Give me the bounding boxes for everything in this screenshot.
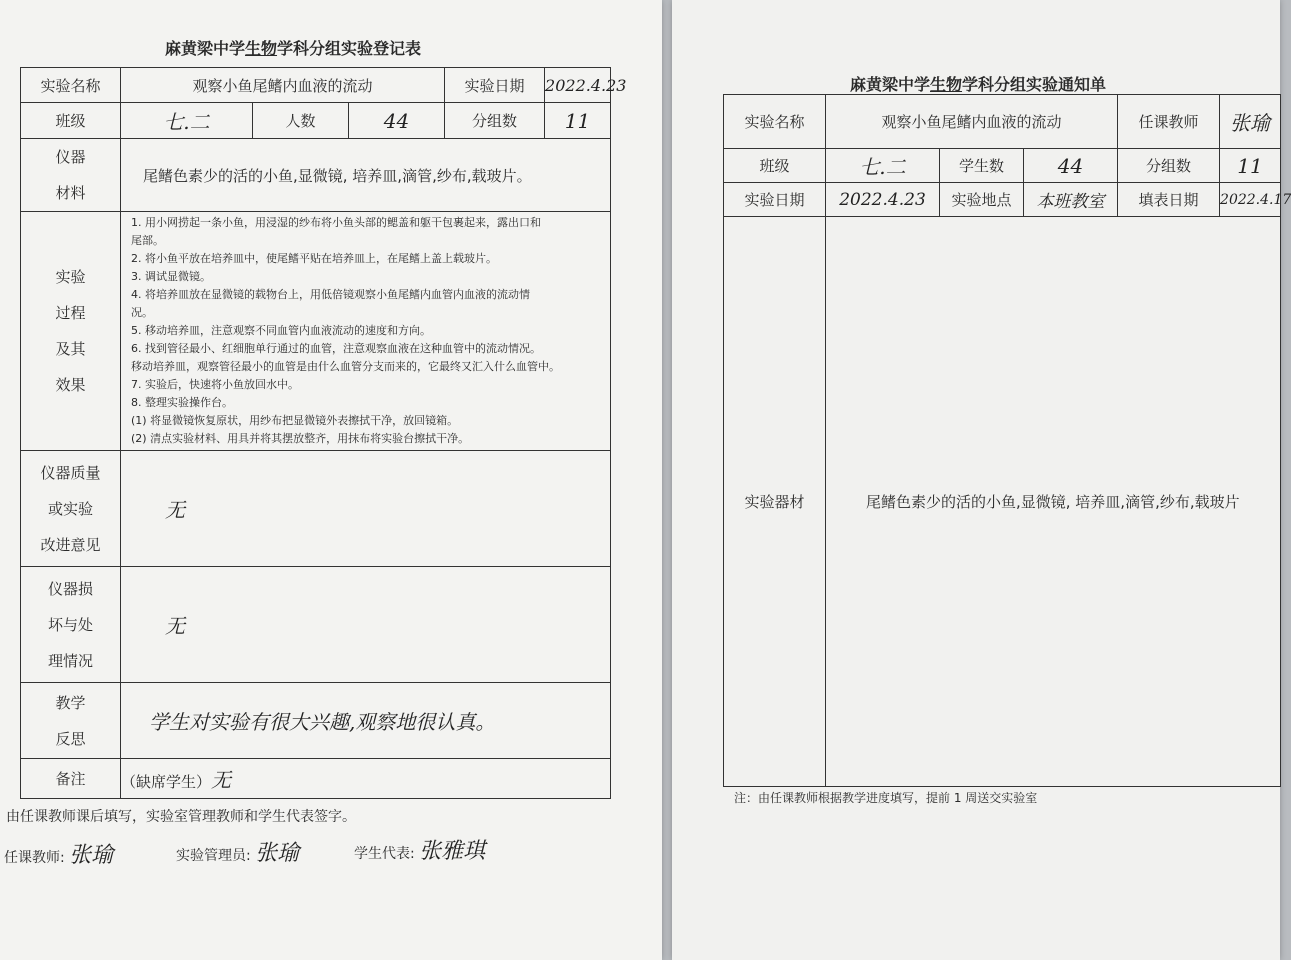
step-line: 尾部。 [131,234,164,247]
label-groups: 分组数 [445,103,545,139]
label-class: 班级 [724,149,826,183]
label-class: 班级 [21,103,121,139]
signature-teacher [4,838,113,869]
value-place: 本班教室 [1024,183,1118,217]
value-damage: 无 [121,567,611,683]
registration-table [20,67,627,799]
signature-student-name: 张雅琪 [419,839,486,864]
signature-admin [176,836,299,867]
step-line: 8. 整理实验操作台。 [131,396,233,409]
label-quality-2: 或实验 [47,499,93,518]
label-groups: 分组数 [1118,149,1220,183]
row-note [21,759,611,799]
row-date-place [724,183,1281,217]
value-students: 44 [1024,149,1118,183]
label-quality [21,451,121,567]
step-line: 6. 找到管径最小、红细胞单行通过的血管，注意观察血液在这种血管中的流动情况。 [131,342,541,355]
label-place: 实验地点 [940,183,1024,217]
notice-table [723,94,1291,787]
label-damage [21,567,121,683]
title-subject: 生物 [245,39,278,58]
label-reflection-1: 教学 [55,693,86,712]
step-line: 移动培养皿，观察管径最小的血管是由什么血管分支而来的，它最终又汇入什么血管中。 [131,360,560,373]
value-date: 2022.4.23 [826,183,940,217]
value-name: 观察小鱼尾鳍内血液的流动 [826,95,1118,149]
value-groups: 11 [1220,149,1281,183]
signature-teacher-label: 任课教师: [4,850,65,866]
label-count: 人数 [253,103,349,139]
label-damage-3: 理情况 [47,651,93,670]
label-process-2: 过程 [55,304,86,322]
signature-student-label: 学生代表: [354,846,415,862]
signature-admin-label: 实验管理员: [176,848,251,864]
row-name-date [21,68,611,103]
label-reflection-2: 反思 [55,729,86,748]
row-quality [21,451,611,567]
title-school: 麻黄梁中学 [165,39,246,58]
value-fill-date: 2022.4.17 [1220,183,1281,217]
value-reflection: 学生对实验有很大兴趣,观察地很认真。 [121,683,611,759]
step-line: (2) 清点实验材料、用具并将其摆放整齐，用抹布将实验台擦拭干净。 [131,432,470,445]
label-process-3: 及其 [55,340,86,358]
label-quality-3: 改进意见 [40,535,101,554]
signature-teacher-name: 张瑜 [69,843,114,868]
row-process [21,212,611,451]
note-absent-label: （缺席学生） [121,773,212,791]
label-note: 备注 [21,759,121,799]
label-damage-1: 仪器损 [47,579,93,598]
value-name: 观察小鱼尾鳍内血液的流动 [121,68,445,103]
label-equipment [21,139,121,212]
step-line: 2. 将小鱼平放在培养皿中，使尾鳍平贴在培养皿上，在尾鳍上盖上载玻片。 [131,252,497,265]
value-equipment: 尾鳍色素少的活的小鱼,显微镜, 培养皿,滴管,纱布,载玻片。 [121,139,611,212]
label-reflection [21,683,121,759]
row-equipment [21,139,611,212]
step-line: 1. 用小网捞起一条小鱼，用浸湿的纱布将小鱼头部的鳃盖和躯干包裹起来，露出口和 [131,216,541,229]
value-class: 七.二 [121,103,253,139]
footer-note: 由任课教师课后填写，实验室管理教师和学生代表签字。 [6,809,356,825]
label-date: 实验日期 [724,183,826,217]
label-students: 学生数 [940,149,1024,183]
title-school: 麻黄梁中学 [850,75,931,94]
label-name: 实验名称 [724,95,826,149]
title-subject: 生物 [930,75,963,94]
notice-sheet [672,0,1291,960]
note-absent-value: 无 [211,768,232,792]
registration-title [165,36,421,59]
row-equipment [724,217,1281,787]
label-damage-2: 坏与处 [47,615,93,634]
label-fill-date: 填表日期 [1118,183,1220,217]
step-line: 4. 将培养皿放在显微镜的载物台上，用低倍镜观察小鱼尾鳍内血管内血液的流动情 [131,288,530,301]
step-line: 况。 [131,306,153,319]
label-process-4: 效果 [55,376,86,394]
value-note [121,759,611,799]
label-teacher: 任课教师 [1118,95,1220,149]
step-line: 5. 移动培养皿，注意观察不同血管内血液流动的速度和方向。 [131,324,431,337]
step-line: (1) 将显微镜恢复原状，用纱布把显微镜外表擦拭干净，放回镜箱。 [131,414,459,427]
notice-footer-note: 注：由任课教师根据教学进度填写，提前 1 周送交实验室 [734,791,1038,805]
notice-title [850,72,1106,95]
label-process-1: 实验 [55,268,86,286]
process-steps [121,212,611,451]
label-equipment-1: 仪器 [55,148,86,166]
value-teacher: 张瑜 [1220,95,1281,149]
value-count: 44 [349,103,445,139]
signature-admin-name: 张瑜 [255,841,300,866]
row-name-teacher [724,95,1281,149]
step-line: 7. 实验后，快速将小鱼放回水中。 [131,378,299,391]
row-reflection [21,683,611,759]
value-groups: 11 [545,103,611,139]
row-class [724,149,1281,183]
value-class: 七.二 [826,149,940,183]
value-equipment: 尾鳍色素少的活的小鱼,显微镜, 培养皿,滴管,纱布,载玻片 [826,217,1281,787]
label-equipment: 实验器材 [724,217,826,787]
row-class [21,103,611,139]
title-rest: 学科分组实验登记表 [277,39,422,58]
label-quality-1: 仪器质量 [40,463,101,482]
title-rest: 学科分组实验通知单 [962,75,1107,94]
row-damage [21,567,611,683]
signature-student [354,834,485,865]
label-process [21,212,121,451]
label-name: 实验名称 [21,68,121,103]
label-date: 实验日期 [445,68,545,103]
step-line: 3. 调试显微镜。 [131,270,211,283]
value-quality: 无 [121,451,611,567]
label-equipment-2: 材料 [55,184,86,202]
value-date: 2022.4.23 [545,68,611,103]
